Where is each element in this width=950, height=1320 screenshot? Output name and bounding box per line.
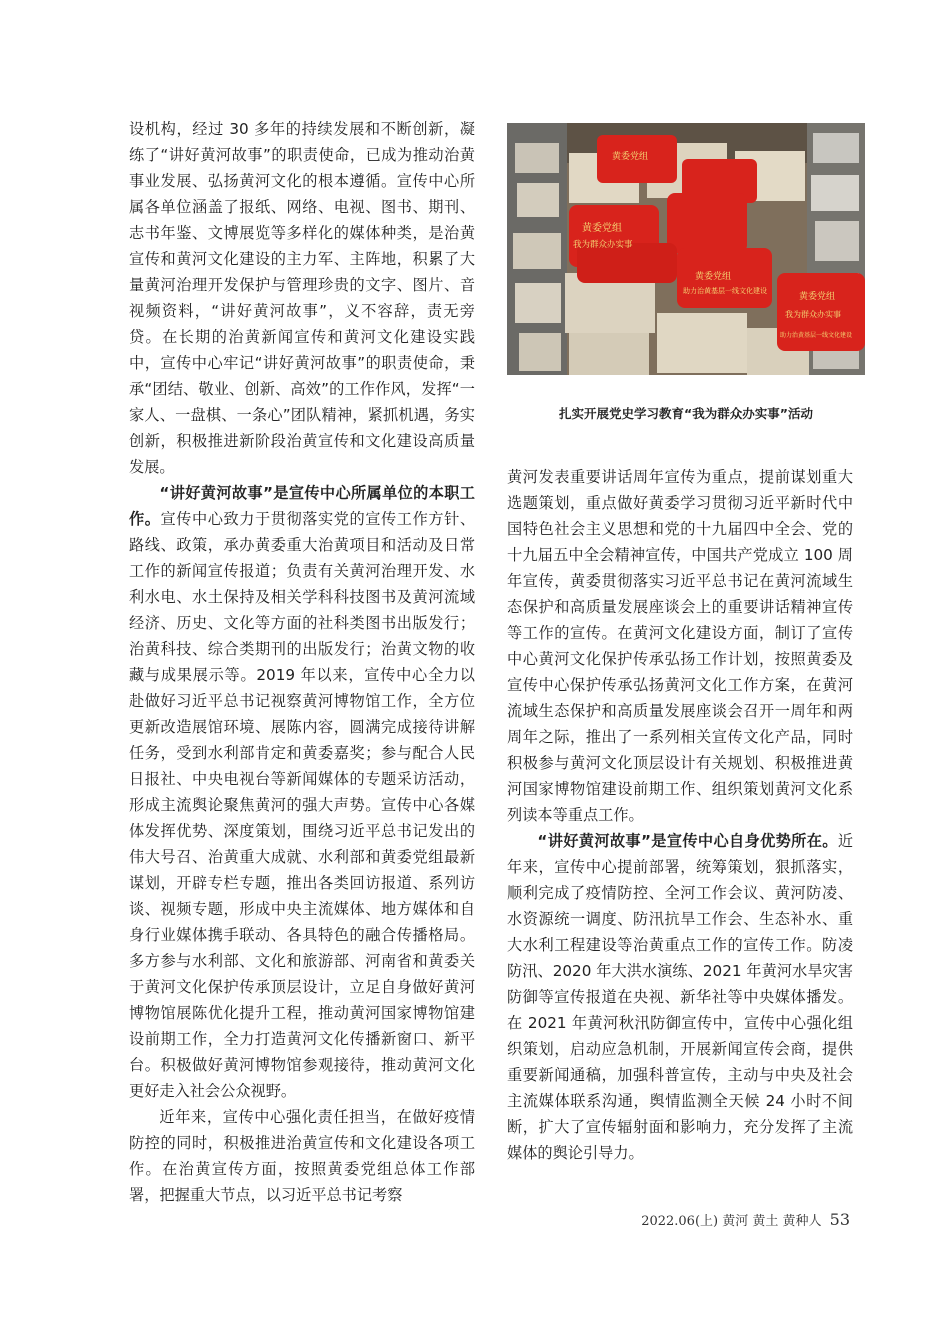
paragraph-advantage [507,828,853,1166]
paragraph-continued: 黄河发表重要讲话周年宣传为重点，提前谋划重大选题策划，重点做好黄委学习贯彻习近平新时代中国特色社会主义思想和党的十九届四中全会、党的十九届五中全会精神宣传，中国共产党成立 100 周年宣传，黄委贯彻落实习近平总书记在黄河流域生态保护和高质量发展座谈会上的重要讲话精神宣传等工作的宣传。在黄河文化建设方面，制订了宣传中心黄河文化保护传承弘扬工作计划，按照黄委及宣传中心保护传承弘扬黄河文化工作方案，在黄河流域生态保护和高质量发展座谈会召开一周年和两周年之际，推出了一系列相关宣传文化产品，同时积极参与黄河文化顶层设计有关规划、积极推进黄河国家博物馆建设前期工作、组织策划黄河文化系列读本等重点工作。 [507,468,853,824]
paragraph-advantage-body: 近年来，宣传中心提前部署，统筹策划，狠抓落实，顺利完成了疫情防控、全河工作会议、黄河防凌、水资源统一调度、防汛抗旱工作会、生态补水、重大水利工程建设等治黄重点工作的宣传工作。防凌防汛、2020 年大洪水演练、2021 年黄河水旱灾害防御等宣传报道在央视、新华社等中央媒体播发。在 2021 年黄河秋汛防御宣传中，宣传中心强化组织策划，启动应急机制，开展新闻宣传会商，提供重要新闻通稿，加强科普宣传，主动与中央及社会主流媒体联系沟通，舆情监测全天候 24 小时不间断，扩大了宣传辐射面和影响力，充分发挥了主流媒体的舆论引导力。 [507,832,853,1162]
bag-label-2b: 我为群众办实事 [573,240,633,250]
bag-label-3a: 黄委党组 [695,272,732,282]
paragraph-intro: 设机构，经过 30 多年的持续发展和不断创新，凝练了“讲好黄河故事”的职责使命，已成为推动治黄事业发展、弘扬黄河文化的根本遵循。宣传中心所属各单位涵盖了报纸、网络、电视、图书、期刊、志书年鉴、文博展览等多样化的媒体种类，是治黄宣传和黄河文化建设的主力军、主阵地，积累了大量黄河治理开发保护与管理珍贵的文字、图片、音视频资料，“讲好黄河故事”，义不容辞，责无旁贷。在长期的治黄新闻宣传和黄河文化建设实践中，宣传中心牢记“讲好黄河故事”的职责使命，秉承“团结、敬业、创新、高效”的工作作风，发挥“一家人、一盘棋、一条心”团队精神，紧抓机遇，务实创新，积极推进新阶段治黄宣传和文化建设高质量发展。 [129,120,475,476]
page-footer [560,1210,850,1229]
bag-label-2a: 黄委党组 [582,223,622,234]
bag-label-4c: 助力治黄基层一线文化建设 [780,332,853,339]
paragraph-advantage-heading: “讲好黄河故事”是宣传中心自身优势所在。 [537,832,838,850]
activity-photo [507,123,865,375]
page-number: 53 [829,1210,850,1229]
left-text-column [129,116,475,1208]
bag-label-4a: 黄委党组 [799,292,836,302]
photo-caption: 扎实开展党史学习教育“我为群众办实事”活动 [559,406,813,421]
bag-label-4b: 我为群众办实事 [785,310,841,319]
paragraph-recent: 近年来，宣传中心强化责任担当，在做好疫情防控的同时，积极推进治黄宣传和文化建设各项工作。在治黄宣传方面，按照黄委党组总体工作部署，把握重大节点，以习近平总书记考察 [129,1108,475,1204]
photo-illustration [507,123,865,375]
right-text-column [507,464,853,1166]
issue-date: 2022.06(上) [641,1214,719,1229]
magazine-name: 黄河 黄土 黄种人 [722,1214,822,1229]
paragraph-duty [129,480,475,1104]
paragraph-duty-heading: “讲好黄河故事”是宣传中心所属单位的本职工作。 [129,484,475,528]
bag-label-3b: 助力治黄基层一线文化建设 [683,287,767,295]
paragraph-duty-body: 宣传中心致力于贯彻落实党的宣传工作方针、路线、政策，承办黄委重大治黄项目和活动及日常工作的新闻宣传报道；负责有关黄河治理开发、水利水电、水土保持及相关学科科技图书及黄河流域经济、历史、文化等方面的社科类图书出版发行；治黄科技、综合类期刊的出版发行；治黄文物的收藏与成果展示等。2019 年以来，宣传中心全力以赴做好习近平总书记视察黄河博物馆工作，全方位更新改造展馆环境、展陈内容，圆满完成接待讲解任务，受到水利部肯定和黄委嘉奖；参与配合人民日报社、中央电视台等新闻媒体的专题采访活动，形成主流舆论聚焦黄河的强大声势。宣传中心各媒体发挥优势、深度策划，围绕习近平总书记发出的伟大号召、治黄重大成就、水利部和黄委党组最新谋划，开辟专栏专题，推出各类回访报道、系列访谈、视频专题，形成中央主流媒体、地方媒体和自身行业媒体携手联动、各具特色的融合传播格局。多方参与水利部、文化和旅游部、河南省和黄委关于黄河文化保护传承顶层设计，立足自身做好黄河博物馆展陈优化提升工程，推动黄河国家博物馆建设前期工作，全力打造黄河文化传播新窗口、新平台。积极做好黄河博物馆参观接待，推动黄河文化更好走入社会公众视野。 [129,510,476,1100]
bag-label-1a: 黄委党组 [612,152,649,162]
